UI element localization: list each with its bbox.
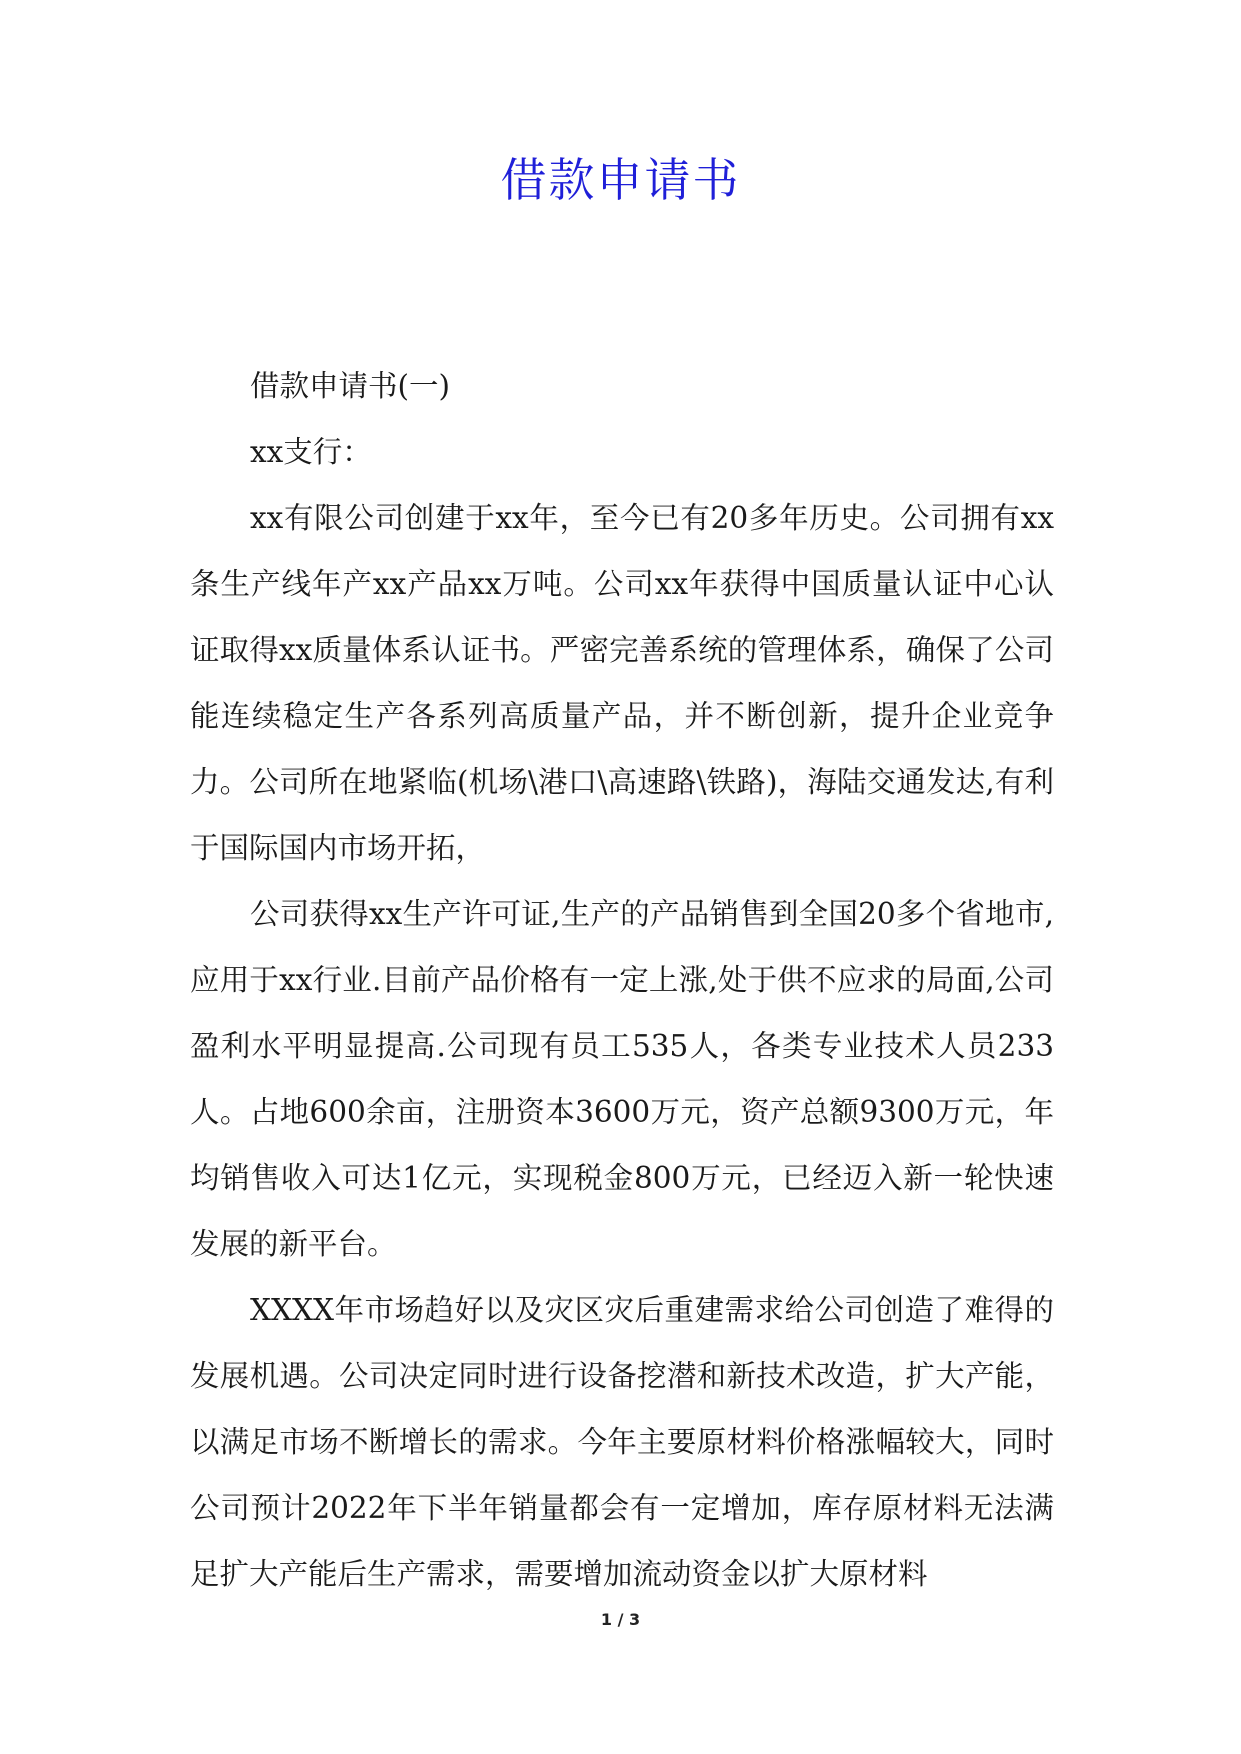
body-paragraph: XXXX年市场趋好以及灾区灾后重建需求给公司创造了难得的发展机遇。公司决定同时进行设备挖潜和新技术改造，扩大产能，以满足市场不断增长的需求。今年主要原材料价格涨幅较大，同时公司预计2022年下半年销量都会有一定增加，库存原材料无法满足扩大产能后生产需求，需要增加流动资金以扩大原材料: [190, 1293, 1054, 1591]
body-paragraph: xx有限公司创建于xx年，至今已有20多年历史。公司拥有xx条生产线年产xx产品xx万吨。公司xx年获得中国质量认证中心认证取得xx质量体系认证书。严密完善系统的管理体系，确保了公司能连续稳定生产各系列高质量产品，并不断创新，提升企业竞争力。公司所在地紧临(机场\港口\高速路\铁路)，海陆交通发达,有利于国际国内市场开拓，: [190, 501, 1054, 865]
page-number: 1 / 3: [600, 1610, 641, 1629]
document-title: 借款申请书: [500, 153, 741, 207]
body-paragraph: 公司获得xx生产许可证,生产的产品销售到全国20多个省地市,应用于xx行业.目前产品价格有一定上涨,处于供不应求的局面,公司盈利水平明显提高.公司现有员工535人，各类专业技术人员233人。占地600余亩，注册资本3600万元，资产总额9300万元，年均销售收入可达1亿元，实现税金800万元，已经迈入新一轮快速发展的新平台。: [190, 897, 1054, 1261]
salutation: xx支行：: [250, 435, 372, 469]
document-body: [190, 353, 1054, 1607]
section-heading: 借款申请书(一): [250, 369, 451, 403]
